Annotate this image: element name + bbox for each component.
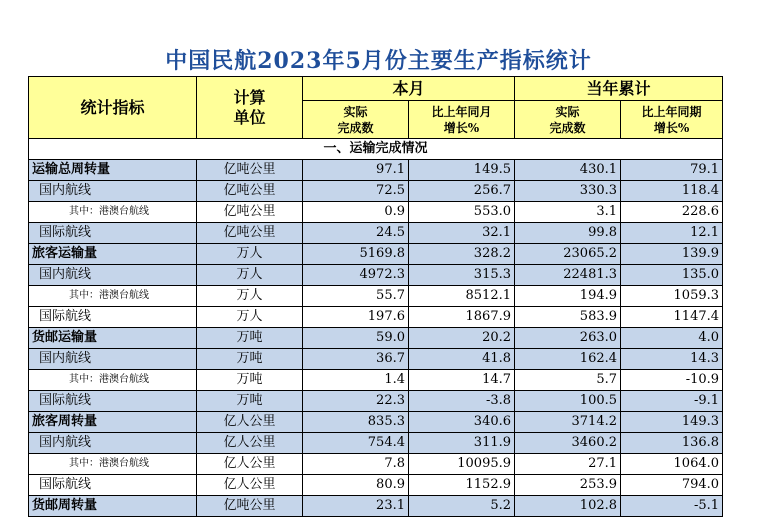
row-month-actual: 5169.8 xyxy=(303,244,409,265)
row-name: 国内航线 xyxy=(29,265,197,286)
row-month-growth: 149.5 xyxy=(409,160,515,181)
row-ytd-actual: 583.9 xyxy=(515,307,621,328)
header-ytd-actual-line1: 实际 xyxy=(555,104,580,119)
row-month-actual: 23.1 xyxy=(303,496,409,517)
row-ytd-growth: 79.1 xyxy=(621,160,723,181)
row-month-growth: 32.1 xyxy=(409,223,515,244)
row-month-actual: 22.3 xyxy=(303,391,409,412)
header-unit-line1: 计算 xyxy=(233,87,266,107)
row-name: 国内航线 xyxy=(29,349,197,370)
header-unit-line2: 单位 xyxy=(233,107,266,127)
header-month-actual xyxy=(303,101,409,139)
row-unit: 亿吨公里 xyxy=(197,223,303,244)
row-name: 旅客周转量 xyxy=(29,412,197,433)
row-ytd-growth: 139.9 xyxy=(621,244,723,265)
table-row xyxy=(29,475,723,496)
row-ytd-actual: 263.0 xyxy=(515,328,621,349)
row-ytd-actual: 23065.2 xyxy=(515,244,621,265)
row-month-growth: 315.3 xyxy=(409,265,515,286)
table-row xyxy=(29,160,723,181)
row-month-growth: 5.2 xyxy=(409,496,515,517)
row-ytd-actual: 162.4 xyxy=(515,349,621,370)
table-row xyxy=(29,223,723,244)
row-ytd-growth: 149.3 xyxy=(621,412,723,433)
header-unit xyxy=(197,77,303,139)
row-unit: 亿人公里 xyxy=(197,412,303,433)
row-month-growth: 10095.9 xyxy=(409,454,515,475)
row-name: 旅客运输量 xyxy=(29,244,197,265)
row-month-growth: 41.8 xyxy=(409,349,515,370)
row-month-actual: 835.3 xyxy=(303,412,409,433)
row-ytd-actual: 194.9 xyxy=(515,286,621,307)
row-ytd-growth: 1064.0 xyxy=(621,454,723,475)
row-month-actual: 0.9 xyxy=(303,202,409,223)
row-ytd-growth: 794.0 xyxy=(621,475,723,496)
row-name: 运输总周转量 xyxy=(29,160,197,181)
row-ytd-actual: 5.7 xyxy=(515,370,621,391)
row-ytd-actual: 99.8 xyxy=(515,223,621,244)
header-ytd: 当年累计 xyxy=(515,77,723,101)
table-row xyxy=(29,349,723,370)
header-ytd-actual-line2: 完成数 xyxy=(549,120,586,135)
row-unit: 亿人公里 xyxy=(197,475,303,496)
row-name: 国际航线 xyxy=(29,391,197,412)
row-unit: 万人 xyxy=(197,265,303,286)
header-month-growth xyxy=(409,101,515,139)
row-unit: 亿人公里 xyxy=(197,433,303,454)
row-name: 国际航线 xyxy=(29,475,197,496)
row-month-growth: 8512.1 xyxy=(409,286,515,307)
row-unit: 万吨 xyxy=(197,370,303,391)
table-row xyxy=(29,454,723,475)
row-unit: 亿人公里 xyxy=(197,454,303,475)
table-row xyxy=(29,286,723,307)
table-row xyxy=(29,496,723,517)
row-ytd-actual: 3460.2 xyxy=(515,433,621,454)
row-unit: 万人 xyxy=(197,244,303,265)
row-unit: 万人 xyxy=(197,286,303,307)
header-month-actual-line1: 实际 xyxy=(343,104,368,119)
row-ytd-actual: 330.3 xyxy=(515,181,621,202)
table-body xyxy=(29,160,723,517)
row-name: 货邮周转量 xyxy=(29,496,197,517)
page-title: 中国民航2023年5月份主要生产指标统计 xyxy=(165,48,592,74)
row-name: 其中：港澳台航线 xyxy=(29,286,197,307)
row-name: 国际航线 xyxy=(29,307,197,328)
row-month-growth: -3.8 xyxy=(409,391,515,412)
row-ytd-growth: 4.0 xyxy=(621,328,723,349)
header-month: 本月 xyxy=(303,77,515,101)
row-month-actual: 7.8 xyxy=(303,454,409,475)
section-heading: 一、运输完成情况 xyxy=(29,139,723,160)
table-row xyxy=(29,433,723,454)
header-ytd-actual xyxy=(515,101,621,139)
table-row xyxy=(29,391,723,412)
row-unit: 亿吨公里 xyxy=(197,496,303,517)
row-month-actual: 72.5 xyxy=(303,181,409,202)
row-month-actual: 24.5 xyxy=(303,223,409,244)
row-ytd-growth: 136.8 xyxy=(621,433,723,454)
row-month-growth: 20.2 xyxy=(409,328,515,349)
row-month-actual: 59.0 xyxy=(303,328,409,349)
row-unit: 万吨 xyxy=(197,391,303,412)
header-month-growth-line2: 增长% xyxy=(443,120,480,135)
row-unit: 万吨 xyxy=(197,349,303,370)
row-unit: 亿吨公里 xyxy=(197,202,303,223)
row-month-actual: 1.4 xyxy=(303,370,409,391)
row-ytd-growth: 14.3 xyxy=(621,349,723,370)
row-ytd-growth: -5.1 xyxy=(621,496,723,517)
row-month-growth: 311.9 xyxy=(409,433,515,454)
row-name: 货邮运输量 xyxy=(29,328,197,349)
row-ytd-actual: 102.8 xyxy=(515,496,621,517)
row-name: 国际航线 xyxy=(29,223,197,244)
row-month-growth: 256.7 xyxy=(409,181,515,202)
row-ytd-growth: 12.1 xyxy=(621,223,723,244)
table-row xyxy=(29,412,723,433)
header-month-actual-line2: 完成数 xyxy=(337,120,374,135)
table-row xyxy=(29,328,723,349)
row-month-actual: 4972.3 xyxy=(303,265,409,286)
row-name: 其中：港澳台航线 xyxy=(29,370,197,391)
row-month-actual: 197.6 xyxy=(303,307,409,328)
header-ytd-growth-line1: 比上年同期 xyxy=(641,104,702,119)
row-ytd-growth: 118.4 xyxy=(621,181,723,202)
table-row xyxy=(29,181,723,202)
row-ytd-growth: -10.9 xyxy=(621,370,723,391)
row-unit: 亿吨公里 xyxy=(197,160,303,181)
row-name: 其中：港澳台航线 xyxy=(29,454,197,475)
row-unit: 万人 xyxy=(197,307,303,328)
row-ytd-growth: -9.1 xyxy=(621,391,723,412)
row-ytd-growth: 135.0 xyxy=(621,265,723,286)
table-row xyxy=(29,370,723,391)
row-ytd-actual: 430.1 xyxy=(515,160,621,181)
header-month-growth-line1: 比上年同月 xyxy=(431,104,492,119)
row-unit: 万吨 xyxy=(197,328,303,349)
row-name: 国内航线 xyxy=(29,433,197,454)
row-ytd-actual: 27.1 xyxy=(515,454,621,475)
row-ytd-growth: 228.6 xyxy=(621,202,723,223)
row-month-growth: 1867.9 xyxy=(409,307,515,328)
row-month-growth: 553.0 xyxy=(409,202,515,223)
row-month-actual: 55.7 xyxy=(303,286,409,307)
table-row xyxy=(29,202,723,223)
header-ytd-growth-line2: 增长% xyxy=(653,120,690,135)
table-row xyxy=(29,244,723,265)
row-month-growth: 14.7 xyxy=(409,370,515,391)
row-ytd-actual: 3.1 xyxy=(515,202,621,223)
table-row xyxy=(29,265,723,286)
header-indicator: 统计指标 xyxy=(29,77,197,139)
table-row xyxy=(29,307,723,328)
row-ytd-growth: 1147.4 xyxy=(621,307,723,328)
row-month-actual: 97.1 xyxy=(303,160,409,181)
row-name: 国内航线 xyxy=(29,181,197,202)
statistics-table xyxy=(28,76,723,517)
row-ytd-actual: 3714.2 xyxy=(515,412,621,433)
row-ytd-actual: 100.5 xyxy=(515,391,621,412)
row-ytd-actual: 22481.3 xyxy=(515,265,621,286)
row-month-growth: 340.6 xyxy=(409,412,515,433)
row-ytd-growth: 1059.3 xyxy=(621,286,723,307)
row-name: 其中：港澳台航线 xyxy=(29,202,197,223)
row-ytd-actual: 253.9 xyxy=(515,475,621,496)
row-month-growth: 328.2 xyxy=(409,244,515,265)
row-month-actual: 754.4 xyxy=(303,433,409,454)
header-ytd-growth xyxy=(621,101,723,139)
row-unit: 亿吨公里 xyxy=(197,181,303,202)
row-month-actual: 36.7 xyxy=(303,349,409,370)
row-month-actual: 80.9 xyxy=(303,475,409,496)
row-month-growth: 1152.9 xyxy=(409,475,515,496)
